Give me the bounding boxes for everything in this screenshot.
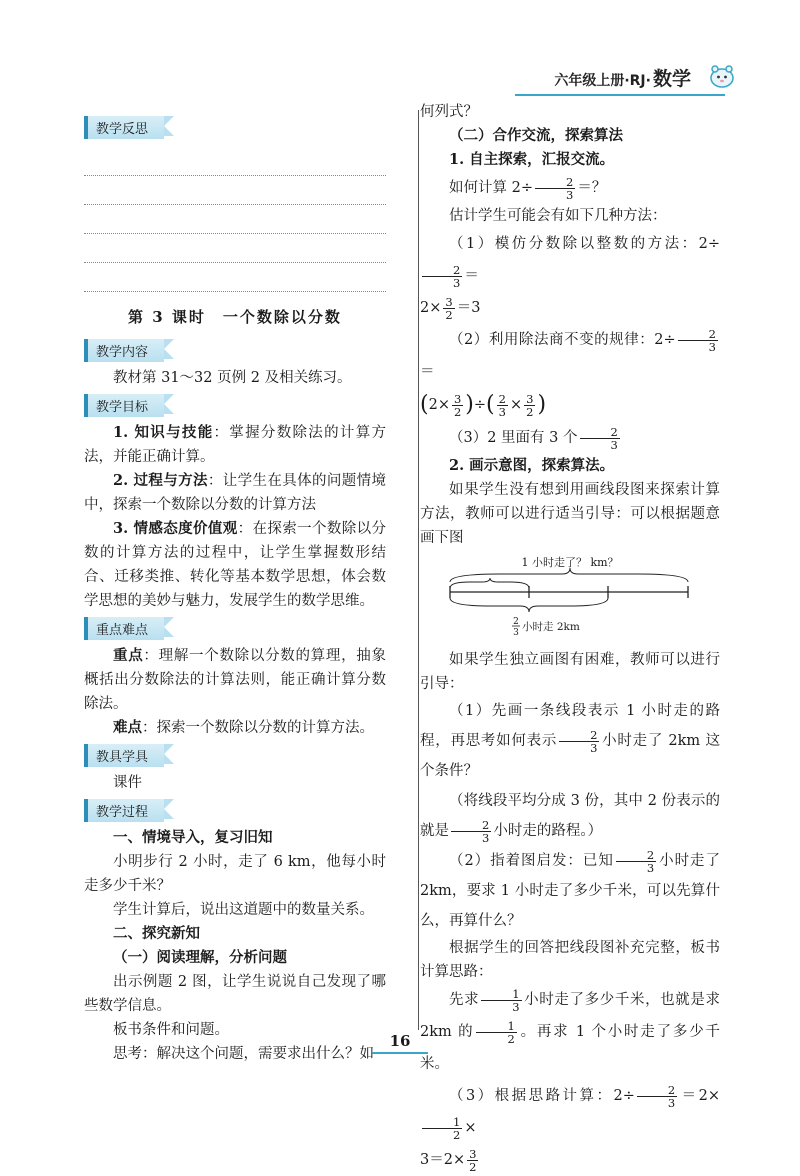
guide-1b-post: 小时走的路程。） (493, 823, 603, 839)
line-segment-diagram (420, 552, 720, 642)
denominator: 3 (565, 187, 574, 202)
guide-1b-pre: （将线段平均分成 3 份，其中 2 份表示的就是 (420, 793, 720, 839)
bottom-brace (450, 598, 608, 612)
guide-1-post: 小时走了 2km 这个条件？ (420, 733, 720, 779)
dotted-line (84, 176, 386, 205)
method-2 (420, 324, 720, 388)
method-2-b: × (509, 397, 523, 413)
section-tag-key-points: 重点难点 (84, 617, 164, 640)
question-post: ＝？ (577, 180, 607, 196)
method-3-pre: （3）2 里面有 3 个 (449, 430, 578, 446)
page-number-rule (372, 1052, 428, 1054)
header-edition: RJ (629, 72, 646, 89)
heading-2: 2. 画示意图，探索算法。 (449, 457, 615, 474)
question-line (420, 172, 720, 204)
denominator: 2 (469, 1159, 477, 1174)
fraction-3-2 (452, 393, 463, 418)
fraction-3-2 (443, 296, 454, 321)
fraction-2-3 (559, 729, 599, 754)
denominator: 2 (445, 307, 453, 322)
goal-1-text: ：掌握分数除法的计算方法，并能正确计算。 (84, 425, 387, 465)
denominator: 3 (646, 860, 655, 875)
step-1-para-1: 小明步行 2 小时，走了 6 km，他每小时走多少千米？ (84, 854, 386, 894)
tools-text: 课件 (113, 775, 142, 791)
content-text: 教材第 31～32 页例 2 及相关练习。 (113, 370, 352, 386)
calc-3-pre: （3）根据思路计算：2÷ (449, 1088, 635, 1104)
denominator: 3 (453, 275, 461, 290)
fraction-2-3 (616, 849, 656, 874)
method-1-eq: ＝ (464, 268, 479, 284)
goal-1 (84, 421, 386, 469)
method-1-line2-pre: 2× (420, 300, 442, 316)
numerator: 2 (498, 391, 506, 406)
top-brace (450, 568, 688, 582)
diagram-bottom-label: 小时走 2km (522, 621, 580, 633)
diagram-top-label: 1 小时走了？ km？ (521, 556, 619, 569)
key-text: ：理解一个数除以分数的算理，抽象概括出分数除法的计算法则，能正确计算分数除法。 (84, 648, 387, 712)
calc-3-line2: 3＝2× (420, 1152, 466, 1168)
dotted-line (84, 147, 386, 176)
denominator: 3 (610, 437, 618, 452)
fraction-1-2 (422, 1116, 462, 1141)
method-2-pre: （2）利用除法商不变的规律：2÷ (449, 332, 676, 348)
goal-2 (84, 469, 386, 517)
method-2-div: ÷ (473, 397, 487, 413)
guide-2-post: 小时走了 2km，要求 1 小时走了多少千米，可以先算什么，再算什么？ (420, 853, 720, 929)
fraction-2-3 (451, 819, 491, 844)
numerator: 2 (637, 1084, 677, 1097)
denominator: 2 (507, 1031, 515, 1046)
goal-2-label: 2. 过程与方法 (113, 472, 208, 489)
dotted-line (84, 263, 386, 292)
step-2-para-1: 出示例题 2 图，让学生说说自己发现了哪些数学信息。 (84, 974, 386, 1014)
denominator: 2 (526, 404, 534, 419)
numerator: 1 (481, 988, 521, 1001)
difficult-label: 难点 (113, 719, 142, 736)
denominator: 3 (667, 1095, 676, 1110)
goal-1-label: 1. 知识与技能 (113, 424, 214, 441)
key-point (84, 644, 386, 716)
guide-text: 如果学生没有想到用画线段图来探索计算方法，教师可以进行适当引导：可以根据题意画下图 (420, 482, 720, 546)
method-2-a: 2× (428, 397, 450, 413)
paren-close: ) (537, 392, 547, 417)
denominator: 3 (482, 830, 490, 845)
header-title (554, 64, 691, 91)
fraction-1-3 (481, 988, 521, 1013)
fraction-2-3 (497, 393, 508, 418)
section-tag-tools: 教具学具 (84, 744, 164, 767)
paren-close: ) (465, 392, 474, 417)
numerator: 1 (476, 1020, 516, 1033)
denominator: 3 (590, 740, 598, 755)
fraction-2-3 (422, 264, 462, 289)
reflection-lines (84, 147, 386, 292)
fraction-2-3 (637, 1084, 677, 1109)
guide-2-pre: （2）指着图启发：已知 (449, 853, 614, 869)
calc-3 (420, 1080, 720, 1144)
guide-1-answer (420, 786, 720, 846)
numerator: 3 (453, 391, 462, 406)
denominator: 3 (512, 999, 520, 1014)
denominator: 2 (453, 404, 462, 419)
section-tag-content: 教学内容 (84, 339, 164, 362)
diagram-svg (420, 552, 720, 638)
numerator: 2 (535, 176, 575, 189)
board-text: 根据学生的回答把线段图补充完整，板书计算思路： (420, 940, 720, 980)
method-2-eq: ＝ (420, 364, 435, 380)
header-sep: · (645, 72, 651, 89)
method-3 (420, 422, 720, 454)
step-2-para-2: 板书条件和问题。 (113, 1022, 229, 1038)
difficult-point (84, 716, 386, 740)
step-2-title: 二、探究新知 (113, 925, 200, 942)
numerator: 1 (422, 1116, 462, 1129)
goal-2-text: ：让学生在具体的问题情境中，探索一个数除以分数的计算方法 (84, 473, 387, 513)
thinking-pre: 先求 (449, 992, 480, 1008)
method-1-line-2 (420, 292, 720, 324)
question-pre: 如何计算 2÷ (449, 180, 533, 196)
numerator: 2 (678, 328, 718, 341)
numerator: 2 (422, 264, 462, 277)
running-header (554, 62, 725, 92)
header-grade: 六年级上册 (554, 72, 625, 89)
goal-3 (84, 517, 386, 613)
header-subject: 数学 (652, 67, 691, 90)
denominator: 3 (498, 404, 506, 419)
lesson-title: 第 3 课时 一个数除以分数 (128, 308, 342, 326)
step-1-title: 一、情境导入，复习旧知 (113, 829, 273, 846)
page-number: 16 (389, 1032, 411, 1050)
fraction-3-2 (467, 1148, 478, 1173)
column-divider (418, 110, 419, 1030)
left-column (84, 112, 386, 1066)
step-2-para-3: 思考：解决这个问题，需要求出什么？如 (113, 1046, 374, 1062)
calc-3-mid2: × (464, 1120, 477, 1136)
numerator: 3 (469, 1146, 477, 1161)
method-1-line2-post: ＝3 (456, 300, 481, 316)
method-2-line-2 (420, 388, 720, 422)
header-rule (515, 94, 725, 96)
step-2-subtitle: （一）阅读理解，分析问题 (113, 949, 287, 966)
heading-1: 1. 自主探索，汇报交流。 (449, 151, 615, 168)
fraction-2-3 (678, 328, 718, 353)
dotted-line (84, 205, 386, 234)
numerator: 2 (580, 426, 620, 439)
guide-1 (420, 696, 720, 786)
calc-3-line-2 (420, 1144, 720, 1176)
denominator: 2 (453, 1127, 461, 1142)
estimate-text: 估计学生可能会有如下几种方法： (449, 208, 667, 224)
goal-3-text: ：在探索一个数除以分数的计算方法的过程中，让学生掌握数形结合、迁移类推、转化等基本数学思想，体会数学思想的美妙与魅力，发展学生的数学思维。 (84, 521, 386, 609)
subsection-2-title: （二）合作交流，探索算法 (449, 127, 623, 144)
paren-open: ( (486, 392, 495, 417)
numerator: 2 (451, 819, 491, 832)
thinking-mid: 小时走了多少千米，也就是求 2km 的 (420, 992, 721, 1040)
fraction-2-3 (535, 176, 575, 201)
section-tag-process: 教学过程 (84, 799, 164, 822)
numerator: 3 (526, 391, 534, 406)
difficult-text: ：探索一个数除以分数的计算方法。 (142, 720, 374, 736)
calc-3-mid1: ＝2× (679, 1088, 720, 1104)
fraction-2-3 (580, 426, 620, 451)
guide-2 (420, 846, 720, 936)
section-tag-reflection: 教学反思 (84, 116, 164, 139)
section-tag-goals: 教学目标 (84, 394, 164, 417)
numerator: 2 (616, 849, 656, 862)
goal-3-label: 3. 情感态度价值观 (113, 520, 238, 537)
denominator: 3 (708, 339, 716, 354)
mascot-icon (708, 62, 736, 90)
right-column (420, 100, 720, 1176)
fraction-3-2 (524, 393, 535, 418)
paren-open: ( (420, 392, 429, 417)
key-label: 重点 (113, 647, 144, 664)
numerator: 2 (559, 729, 599, 742)
step-1-para-2: 学生计算后，说出这道题中的数量关系。 (113, 902, 374, 918)
header-sep: · (624, 72, 630, 89)
numerator: 3 (445, 294, 453, 309)
continued-text: 何列式？ (420, 104, 478, 120)
thinking-post: 。再求 1 个小时走了多少千米。 (420, 1024, 720, 1072)
guide-text-2: 如果学生独立画图有困难，教师可以进行引导： (420, 652, 720, 692)
guide-1-pre: （1）先画一条线段表示 1 小时走的路程，再思考如何表示 (420, 703, 720, 749)
dotted-line (84, 234, 386, 263)
diagram-frac-den: 3 (513, 628, 519, 638)
method-1 (420, 228, 720, 292)
method-1-pre: （1）模仿分数除以整数的方法：2÷ (449, 236, 720, 252)
diagram-frac-num: 2 (513, 617, 519, 627)
first-part-brace (450, 578, 529, 588)
